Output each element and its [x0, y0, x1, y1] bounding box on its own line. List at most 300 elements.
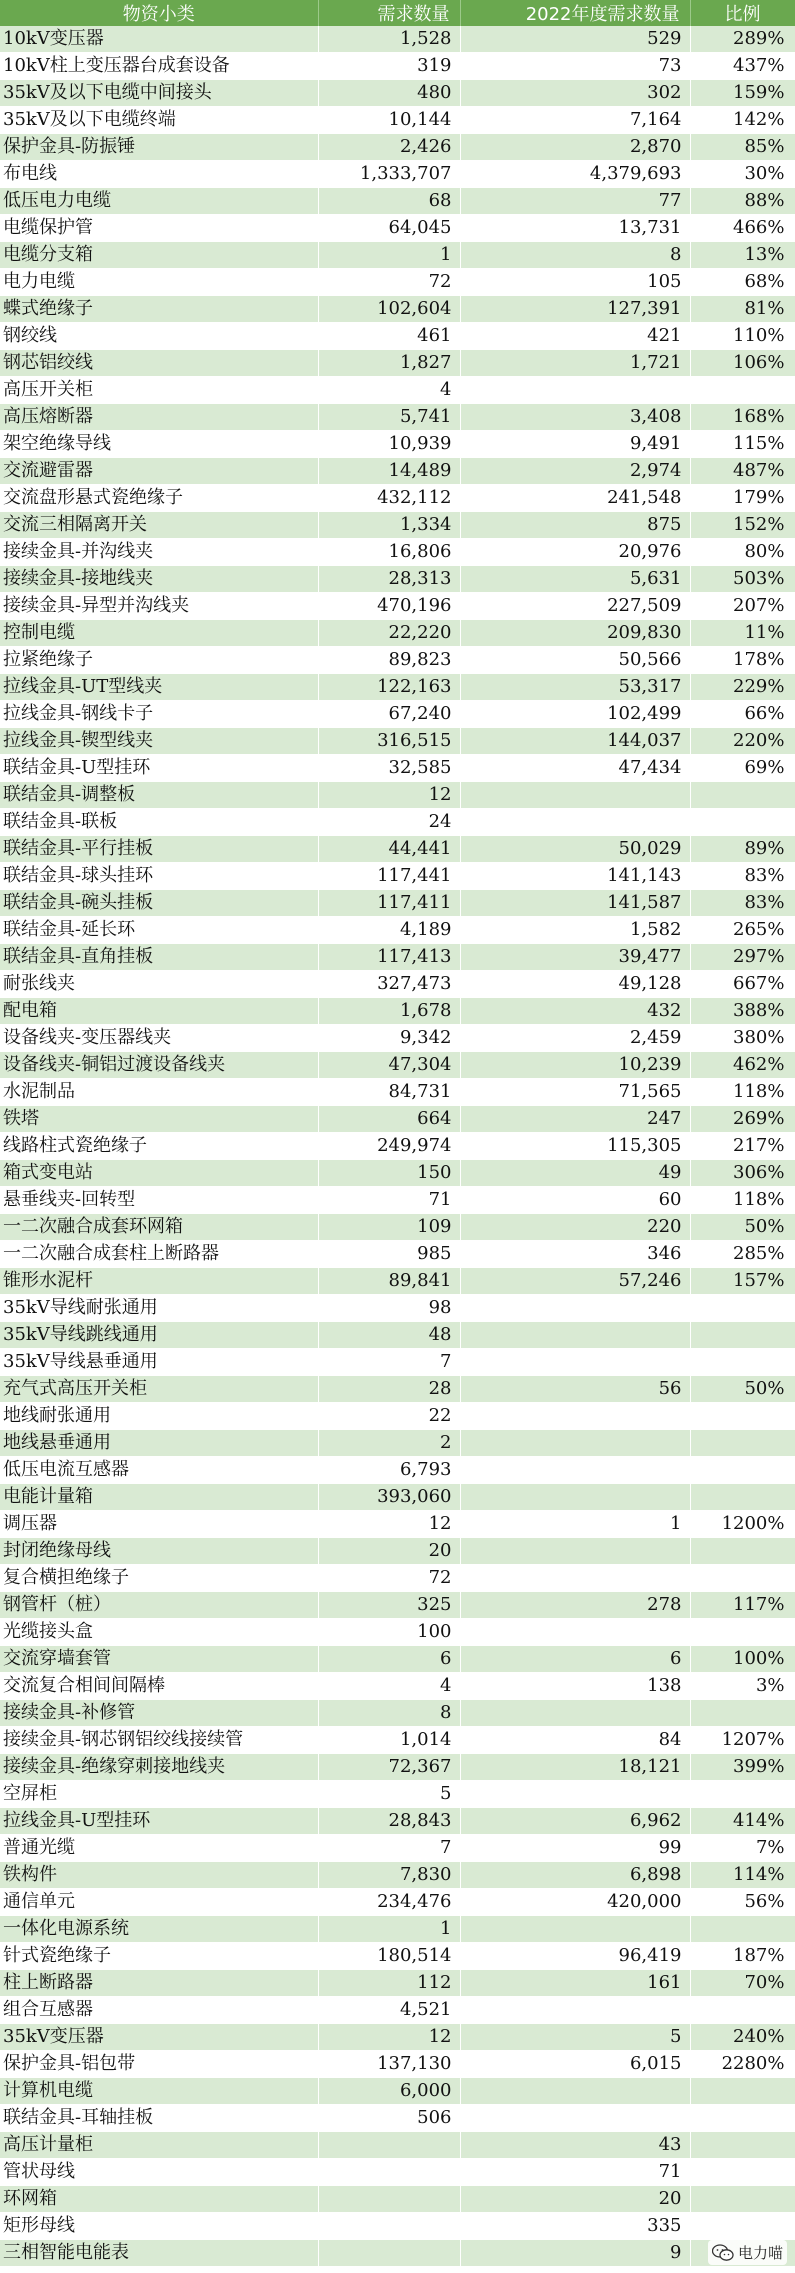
cell-demand-quantity: 98	[318, 1295, 460, 1322]
cell-material-category: 高压开关柜	[0, 377, 318, 404]
table-row	[0, 458, 795, 485]
cell-2022-demand-quantity: 50,029	[460, 836, 690, 863]
cell-demand-quantity: 4,189	[318, 917, 460, 944]
cell-material-category: 35kV导线跳线通用	[0, 1322, 318, 1349]
table-row	[0, 539, 795, 566]
cell-2022-demand-quantity: 20,976	[460, 539, 690, 566]
cell-2022-demand-quantity	[460, 1403, 690, 1430]
cell-ratio: 1200%	[690, 1511, 795, 1538]
cell-2022-demand-quantity: 421	[460, 323, 690, 350]
table-row	[0, 1889, 795, 1916]
cell-material-category: 联结金具-平行挂板	[0, 836, 318, 863]
cell-demand-quantity	[318, 2186, 460, 2213]
cell-demand-quantity: 22	[318, 1403, 460, 1430]
cell-ratio: 70%	[690, 1970, 795, 1997]
table-row	[0, 1835, 795, 1862]
cell-ratio	[690, 2105, 795, 2132]
table-row	[0, 944, 795, 971]
table-row	[0, 2213, 795, 2240]
table-row	[0, 107, 795, 134]
cell-2022-demand-quantity: 432	[460, 998, 690, 1025]
cell-material-category: 电能计量箱	[0, 1484, 318, 1511]
cell-ratio: 285%	[690, 1241, 795, 1268]
cell-2022-demand-quantity: 1	[460, 1511, 690, 1538]
cell-demand-quantity: 432,112	[318, 485, 460, 512]
table-row	[0, 1754, 795, 1781]
cell-demand-quantity	[318, 2213, 460, 2240]
cell-ratio: 380%	[690, 1025, 795, 1052]
cell-material-category: 地线悬垂通用	[0, 1430, 318, 1457]
cell-2022-demand-quantity: 18,121	[460, 1754, 690, 1781]
cell-ratio: 503%	[690, 566, 795, 593]
cell-2022-demand-quantity: 60	[460, 1187, 690, 1214]
cell-demand-quantity: 71	[318, 1187, 460, 1214]
cell-demand-quantity: 64,045	[318, 215, 460, 242]
cell-2022-demand-quantity: 73	[460, 53, 690, 80]
cell-demand-quantity: 249,974	[318, 1133, 460, 1160]
cell-material-category: 管状母线	[0, 2159, 318, 2186]
table-row	[0, 1700, 795, 1727]
cell-ratio: 414%	[690, 1808, 795, 1835]
table-row	[0, 269, 795, 296]
cell-material-category: 低压电流互感器	[0, 1457, 318, 1484]
cell-ratio: 118%	[690, 1187, 795, 1214]
cell-material-category: 复合横担绝缘子	[0, 1565, 318, 1592]
cell-ratio	[690, 1349, 795, 1376]
cell-ratio: 207%	[690, 593, 795, 620]
table-row	[0, 485, 795, 512]
cell-material-category: 布电线	[0, 161, 318, 188]
table-row	[0, 971, 795, 998]
cell-demand-quantity: 109	[318, 1214, 460, 1241]
cell-material-category: 针式瓷绝缘子	[0, 1943, 318, 1970]
cell-demand-quantity: 122,163	[318, 674, 460, 701]
cell-2022-demand-quantity: 71,565	[460, 1079, 690, 1106]
table-row	[0, 755, 795, 782]
cell-ratio: 83%	[690, 863, 795, 890]
cell-demand-quantity: 68	[318, 188, 460, 215]
cell-ratio	[690, 2078, 795, 2105]
table-row	[0, 1484, 795, 1511]
cell-2022-demand-quantity: 84	[460, 1727, 690, 1754]
cell-2022-demand-quantity	[460, 1619, 690, 1646]
table-row	[0, 1673, 795, 1700]
cell-ratio: 152%	[690, 512, 795, 539]
table-row	[0, 1646, 795, 1673]
cell-ratio: 142%	[690, 107, 795, 134]
table-row	[0, 80, 795, 107]
table-row	[0, 1862, 795, 1889]
cell-2022-demand-quantity	[460, 1295, 690, 1322]
cell-material-category: 一二次融合成套柱上断路器	[0, 1241, 318, 1268]
cell-demand-quantity: 12	[318, 2024, 460, 2051]
table-row	[0, 1970, 795, 1997]
cell-demand-quantity: 14,489	[318, 458, 460, 485]
cell-material-category: 空屏柜	[0, 1781, 318, 1808]
cell-2022-demand-quantity: 278	[460, 1592, 690, 1619]
cell-ratio: 1207%	[690, 1727, 795, 1754]
cell-material-category: 普通光缆	[0, 1835, 318, 1862]
cell-ratio: 7%	[690, 1835, 795, 1862]
cell-demand-quantity: 16,806	[318, 539, 460, 566]
cell-material-category: 矩形母线	[0, 2213, 318, 2240]
cell-material-category: 10kV柱上变压器台成套设备	[0, 53, 318, 80]
cell-2022-demand-quantity	[460, 1997, 690, 2024]
table-header	[0, 0, 795, 26]
cell-material-category: 接续金具-接地线夹	[0, 566, 318, 593]
cell-material-category: 配电箱	[0, 998, 318, 1025]
cell-material-category: 设备线夹-变压器线夹	[0, 1025, 318, 1052]
cell-ratio	[690, 809, 795, 836]
table-row	[0, 620, 795, 647]
cell-2022-demand-quantity: 227,509	[460, 593, 690, 620]
cell-2022-demand-quantity: 220	[460, 1214, 690, 1241]
cell-ratio: 68%	[690, 269, 795, 296]
cell-ratio: 89%	[690, 836, 795, 863]
cell-2022-demand-quantity: 144,037	[460, 728, 690, 755]
cell-ratio: 81%	[690, 296, 795, 323]
cell-ratio	[690, 2132, 795, 2159]
cell-demand-quantity: 1,678	[318, 998, 460, 1025]
header-2022-demand-quantity: 2022年度需求数量	[460, 0, 690, 26]
table-row	[0, 674, 795, 701]
cell-ratio: 667%	[690, 971, 795, 998]
cell-2022-demand-quantity: 57,246	[460, 1268, 690, 1295]
cell-2022-demand-quantity: 2,870	[460, 134, 690, 161]
cell-demand-quantity: 28,313	[318, 566, 460, 593]
cell-ratio: 229%	[690, 674, 795, 701]
table-row	[0, 134, 795, 161]
cell-demand-quantity: 89,841	[318, 1268, 460, 1295]
table-row	[0, 323, 795, 350]
cell-2022-demand-quantity	[460, 2078, 690, 2105]
cell-ratio: 289%	[690, 26, 795, 53]
cell-demand-quantity: 28	[318, 1376, 460, 1403]
table-row	[0, 1295, 795, 1322]
cell-material-category: 高压计量柜	[0, 2132, 318, 2159]
cell-2022-demand-quantity: 77	[460, 188, 690, 215]
cell-demand-quantity: 44,441	[318, 836, 460, 863]
cell-2022-demand-quantity: 13,731	[460, 215, 690, 242]
cell-ratio: 466%	[690, 215, 795, 242]
cell-demand-quantity: 480	[318, 80, 460, 107]
cell-2022-demand-quantity: 138	[460, 1673, 690, 1700]
cell-2022-demand-quantity: 2,974	[460, 458, 690, 485]
cell-demand-quantity: 72	[318, 269, 460, 296]
cell-2022-demand-quantity: 2,459	[460, 1025, 690, 1052]
cell-demand-quantity: 72,367	[318, 1754, 460, 1781]
table-row	[0, 512, 795, 539]
cell-ratio: 106%	[690, 350, 795, 377]
table-row	[0, 350, 795, 377]
cell-ratio: 115%	[690, 431, 795, 458]
header-material-category: 物资小类	[0, 0, 318, 26]
cell-2022-demand-quantity	[460, 1916, 690, 1943]
cell-demand-quantity: 28,843	[318, 1808, 460, 1835]
cell-material-category: 联结金具-碗头挂板	[0, 890, 318, 917]
cell-demand-quantity: 48	[318, 1322, 460, 1349]
table-row	[0, 1430, 795, 1457]
table-row	[0, 890, 795, 917]
cell-material-category: 悬垂线夹-回转型	[0, 1187, 318, 1214]
cell-2022-demand-quantity: 161	[460, 1970, 690, 1997]
wechat-icon	[712, 2244, 734, 2262]
cell-material-category: 一二次融合成套环网箱	[0, 1214, 318, 1241]
cell-material-category: 钢管杆（桩）	[0, 1592, 318, 1619]
cell-material-category: 联结金具-耳轴挂板	[0, 2105, 318, 2132]
table-row	[0, 26, 795, 53]
table-body	[0, 26, 795, 2267]
table-row	[0, 1025, 795, 1052]
cell-2022-demand-quantity	[460, 1700, 690, 1727]
cell-2022-demand-quantity: 6,898	[460, 1862, 690, 1889]
cell-2022-demand-quantity	[460, 1565, 690, 1592]
table-row	[0, 215, 795, 242]
table-row	[0, 431, 795, 458]
cell-demand-quantity	[318, 2132, 460, 2159]
cell-demand-quantity: 32,585	[318, 755, 460, 782]
cell-ratio: 220%	[690, 728, 795, 755]
cell-demand-quantity: 664	[318, 1106, 460, 1133]
table-row	[0, 2024, 795, 2051]
cell-2022-demand-quantity	[460, 1781, 690, 1808]
cell-2022-demand-quantity: 875	[460, 512, 690, 539]
cell-ratio: 56%	[690, 1889, 795, 1916]
cell-demand-quantity: 100	[318, 1619, 460, 1646]
cell-material-category: 接续金具-钢芯钢铝绞线接续管	[0, 1727, 318, 1754]
cell-ratio: 399%	[690, 1754, 795, 1781]
cell-ratio: 80%	[690, 539, 795, 566]
cell-ratio	[690, 2186, 795, 2213]
cell-ratio: 159%	[690, 80, 795, 107]
cell-material-category: 电缆分支箱	[0, 242, 318, 269]
cell-demand-quantity: 7	[318, 1349, 460, 1376]
cell-2022-demand-quantity: 7,164	[460, 107, 690, 134]
table-row	[0, 593, 795, 620]
cell-ratio	[690, 1916, 795, 1943]
cell-2022-demand-quantity	[460, 2105, 690, 2132]
table-row	[0, 2078, 795, 2105]
cell-2022-demand-quantity: 8	[460, 242, 690, 269]
table-row	[0, 53, 795, 80]
cell-demand-quantity: 102,604	[318, 296, 460, 323]
cell-demand-quantity: 1,333,707	[318, 161, 460, 188]
cell-ratio	[690, 377, 795, 404]
cell-2022-demand-quantity: 105	[460, 269, 690, 296]
cell-2022-demand-quantity: 209,830	[460, 620, 690, 647]
cell-material-category: 交流三相隔离开关	[0, 512, 318, 539]
cell-demand-quantity: 24	[318, 809, 460, 836]
cell-2022-demand-quantity	[460, 1430, 690, 1457]
cell-material-category: 拉线金具-钢线卡子	[0, 701, 318, 728]
cell-material-category: 柱上断路器	[0, 1970, 318, 1997]
cell-demand-quantity: 117,441	[318, 863, 460, 890]
cell-material-category: 电缆保护管	[0, 215, 318, 242]
cell-2022-demand-quantity: 50,566	[460, 647, 690, 674]
cell-2022-demand-quantity: 102,499	[460, 701, 690, 728]
cell-demand-quantity: 4	[318, 377, 460, 404]
cell-2022-demand-quantity: 5,631	[460, 566, 690, 593]
cell-material-category: 锥形水泥杆	[0, 1268, 318, 1295]
cell-material-category: 三相智能电能表	[0, 2240, 318, 2267]
cell-demand-quantity: 1	[318, 1916, 460, 1943]
cell-ratio	[690, 2213, 795, 2240]
table-row	[0, 1106, 795, 1133]
watermark-text: 电力喵	[737, 2244, 783, 2262]
cell-material-category: 拉线金具-UT型线夹	[0, 674, 318, 701]
cell-ratio: 117%	[690, 1592, 795, 1619]
table-row	[0, 809, 795, 836]
cell-2022-demand-quantity	[460, 782, 690, 809]
cell-material-category: 保护金具-铝包带	[0, 2051, 318, 2078]
header-demand-quantity: 需求数量	[318, 0, 460, 26]
cell-demand-quantity: 6	[318, 1646, 460, 1673]
cell-ratio: 168%	[690, 404, 795, 431]
cell-demand-quantity: 393,060	[318, 1484, 460, 1511]
cell-ratio	[690, 1322, 795, 1349]
cell-demand-quantity: 10,939	[318, 431, 460, 458]
cell-demand-quantity: 4,521	[318, 1997, 460, 2024]
cell-demand-quantity: 327,473	[318, 971, 460, 998]
cell-2022-demand-quantity: 9	[460, 2240, 690, 2267]
cell-ratio	[690, 1538, 795, 1565]
cell-2022-demand-quantity: 4,379,693	[460, 161, 690, 188]
cell-ratio: 11%	[690, 620, 795, 647]
cell-demand-quantity: 234,476	[318, 1889, 460, 1916]
cell-material-category: 拉紧绝缘子	[0, 647, 318, 674]
cell-material-category: 电力电缆	[0, 269, 318, 296]
table-row	[0, 1403, 795, 1430]
table-row	[0, 1997, 795, 2024]
cell-demand-quantity: 4	[318, 1673, 460, 1700]
cell-2022-demand-quantity: 6,015	[460, 2051, 690, 2078]
cell-ratio: 157%	[690, 1268, 795, 1295]
cell-demand-quantity	[318, 2159, 460, 2186]
cell-ratio	[690, 1997, 795, 2024]
cell-material-category: 通信单元	[0, 1889, 318, 1916]
cell-material-category: 联结金具-球头挂环	[0, 863, 318, 890]
cell-ratio	[690, 1619, 795, 1646]
cell-material-category: 拉线金具-锲型线夹	[0, 728, 318, 755]
cell-ratio: 69%	[690, 755, 795, 782]
cell-material-category: 线路柱式瓷绝缘子	[0, 1133, 318, 1160]
cell-material-category: 计算机电缆	[0, 2078, 318, 2105]
cell-ratio	[690, 2159, 795, 2186]
table-row	[0, 1943, 795, 1970]
cell-ratio: 118%	[690, 1079, 795, 1106]
cell-ratio: 265%	[690, 917, 795, 944]
cell-2022-demand-quantity	[460, 1322, 690, 1349]
table-row	[0, 1322, 795, 1349]
cell-2022-demand-quantity: 10,239	[460, 1052, 690, 1079]
cell-2022-demand-quantity: 6,962	[460, 1808, 690, 1835]
cell-ratio	[690, 1565, 795, 1592]
cell-demand-quantity: 47,304	[318, 1052, 460, 1079]
cell-ratio: 85%	[690, 134, 795, 161]
table-row	[0, 917, 795, 944]
cell-demand-quantity: 150	[318, 1160, 460, 1187]
table-row	[0, 998, 795, 1025]
cell-ratio: 83%	[690, 890, 795, 917]
cell-material-category: 充气式高压开关柜	[0, 1376, 318, 1403]
cell-demand-quantity: 1,334	[318, 512, 460, 539]
cell-material-category: 钢绞线	[0, 323, 318, 350]
table-row	[0, 1376, 795, 1403]
cell-material-category: 一体化电源系统	[0, 1916, 318, 1943]
cell-demand-quantity: 6,793	[318, 1457, 460, 1484]
cell-demand-quantity: 72	[318, 1565, 460, 1592]
cell-ratio: 179%	[690, 485, 795, 512]
cell-2022-demand-quantity: 6	[460, 1646, 690, 1673]
cell-demand-quantity: 117,411	[318, 890, 460, 917]
cell-demand-quantity: 12	[318, 1511, 460, 1538]
cell-material-category: 交流复合相间间隔棒	[0, 1673, 318, 1700]
table-row	[0, 1133, 795, 1160]
cell-material-category: 35kV变压器	[0, 2024, 318, 2051]
cell-demand-quantity: 506	[318, 2105, 460, 2132]
cell-2022-demand-quantity	[460, 1484, 690, 1511]
cell-ratio	[690, 1457, 795, 1484]
cell-demand-quantity: 325	[318, 1592, 460, 1619]
cell-material-category: 联结金具-联板	[0, 809, 318, 836]
cell-ratio: 306%	[690, 1160, 795, 1187]
cell-material-category: 铁塔	[0, 1106, 318, 1133]
cell-ratio: 437%	[690, 53, 795, 80]
cell-ratio: 487%	[690, 458, 795, 485]
cell-2022-demand-quantity: 43	[460, 2132, 690, 2159]
table-row	[0, 1781, 795, 1808]
table-row	[0, 1538, 795, 1565]
table-row	[0, 2159, 795, 2186]
cell-material-category: 联结金具-直角挂板	[0, 944, 318, 971]
cell-demand-quantity: 117,413	[318, 944, 460, 971]
cell-2022-demand-quantity: 241,548	[460, 485, 690, 512]
cell-ratio: 269%	[690, 1106, 795, 1133]
cell-2022-demand-quantity: 115,305	[460, 1133, 690, 1160]
table-row	[0, 1052, 795, 1079]
cell-2022-demand-quantity: 53,317	[460, 674, 690, 701]
cell-ratio: 388%	[690, 998, 795, 1025]
table-row	[0, 1619, 795, 1646]
cell-material-category: 接续金具-异型并沟线夹	[0, 593, 318, 620]
cell-2022-demand-quantity: 49,128	[460, 971, 690, 998]
cell-material-category: 联结金具-调整板	[0, 782, 318, 809]
table-row	[0, 1592, 795, 1619]
cell-ratio: 462%	[690, 1052, 795, 1079]
table-row	[0, 1808, 795, 1835]
cell-material-category: 交流盘形悬式瓷绝缘子	[0, 485, 318, 512]
cell-material-category: 架空绝缘导线	[0, 431, 318, 458]
cell-2022-demand-quantity: 99	[460, 1835, 690, 1862]
cell-material-category: 钢芯铝绞线	[0, 350, 318, 377]
cell-demand-quantity: 10,144	[318, 107, 460, 134]
cell-material-category: 低压电力电缆	[0, 188, 318, 215]
cell-demand-quantity: 6,000	[318, 2078, 460, 2105]
table-row	[0, 2105, 795, 2132]
cell-2022-demand-quantity: 39,477	[460, 944, 690, 971]
table-row	[0, 1214, 795, 1241]
cell-material-category: 接续金具-绝缘穿刺接地线夹	[0, 1754, 318, 1781]
table-row	[0, 1511, 795, 1538]
table-row	[0, 1349, 795, 1376]
cell-2022-demand-quantity: 20	[460, 2186, 690, 2213]
table-row	[0, 863, 795, 890]
watermark	[708, 2240, 787, 2265]
cell-demand-quantity: 1,827	[318, 350, 460, 377]
cell-material-category: 35kV导线耐张通用	[0, 1295, 318, 1322]
cell-material-category: 35kV及以下电缆终端	[0, 107, 318, 134]
cell-ratio	[690, 1781, 795, 1808]
